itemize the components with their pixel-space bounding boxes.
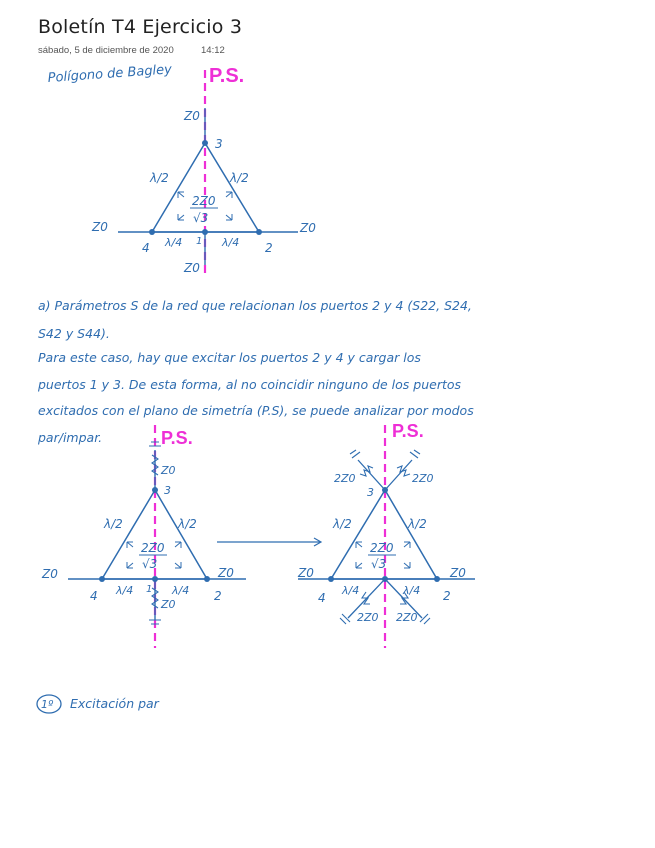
port-2-label: 2 [214,589,222,603]
ground-icon [350,450,360,458]
symmetry-plane-label: P.S. [209,65,245,87]
notes-heading: Polígono de Bagley [47,62,173,86]
ground-icon [340,614,350,624]
ground-icon [420,614,430,624]
port-2-label: 2 [265,241,273,255]
z0-label: Z0 [300,221,316,235]
ground-icon [410,450,420,458]
node-port-1 [202,229,208,235]
z0-label: Z0 [298,566,314,580]
port-4-label: 4 [142,241,150,255]
sqrt3-label: √3 [193,211,209,225]
z0-label: Z0 [161,464,176,477]
loaded-network-diagram [41,425,246,648]
paragraph-line-1: Para este caso, hay que excitar los puertos 2 y 4 y cargar los [38,350,421,365]
two-z0-label: 2Z0 [192,194,216,208]
step-label: Excitación par [70,696,159,711]
node-port-2 [204,576,210,582]
paragraph-line-2: puertos 1 y 3. De esta forma, al no coincidir ninguno de los puertos [38,377,462,392]
z0-label: Z0 [92,220,108,234]
node-port-2 [256,229,262,235]
z0-label: Z0 [161,598,176,611]
z0-label: Z0 [184,261,200,275]
page-time: 14:12 [201,45,225,56]
step-number: 1º [41,698,54,711]
node-port-3 [202,140,208,146]
lambda4-label: λ/4 [116,584,134,597]
sqrt3-label: √3 [142,557,158,571]
symmetry-plane-label: P.S. [161,428,193,448]
bisected-network-diagram [297,421,475,648]
node-port-3 [152,487,158,493]
lambda2-label: λ/2 [104,517,123,531]
lambda4-label: λ/4 [165,236,183,249]
port-3-label: 3 [367,486,374,499]
node-port-4 [149,229,155,235]
z0-label: Z0 [184,109,200,123]
two-z0-label: 2Z0 [334,472,356,485]
port-1-label: 1 [196,236,203,247]
section-a-line1: a) Parámetros S de la red que relacionan los puertos 2 y 4 (S22, S24, [38,298,472,313]
z0-label: Z0 [42,567,58,581]
lambda2-label: λ/2 [230,171,249,185]
lambda4-label: λ/4 [342,584,360,597]
node-port-4 [328,576,334,582]
port-4-label: 4 [318,591,326,605]
lambda2-label: λ/2 [150,171,169,185]
port-3-label: 3 [164,484,171,497]
lambda2-label: λ/2 [333,517,352,531]
two-z0-label: 2Z0 [370,541,394,555]
node-port-3 [382,487,388,493]
section-a-line2: S42 y S44). [38,326,110,341]
z0-label: Z0 [450,566,466,580]
page-date: sábado, 5 de diciembre de 2020 [38,45,174,56]
port-4-label: 4 [90,589,98,603]
lambda4-label: λ/4 [172,584,190,597]
z0-label: Z0 [218,566,234,580]
paragraph-line-4: par/impar. [38,430,103,445]
paragraph-line-3: excitados con el plano de simetría (P.S), se puede analizar por modos [38,403,474,418]
two-z0-label: 2Z0 [396,611,418,624]
node-port-1 [152,576,158,582]
lambda4-label: λ/4 [222,236,240,249]
node-port-2 [434,576,440,582]
two-z0-label: 2Z0 [141,541,165,555]
sqrt3-label: √3 [371,557,387,571]
lambda2-label: λ/2 [408,517,427,531]
bagley-polygon-diagram [91,65,316,275]
lambda2-label: λ/2 [178,517,197,531]
page-title: Boletín T4 Ejercicio 3 [38,16,243,38]
two-z0-label: 2Z0 [357,611,379,624]
node-port-4 [99,576,105,582]
port-1-label: 1 [146,584,153,595]
port-3-label: 3 [215,137,223,151]
lambda4-label: λ/4 [403,584,421,597]
two-z0-label: 2Z0 [412,472,434,485]
symmetry-plane-label: P.S. [392,421,424,441]
port-2-label: 2 [443,589,451,603]
